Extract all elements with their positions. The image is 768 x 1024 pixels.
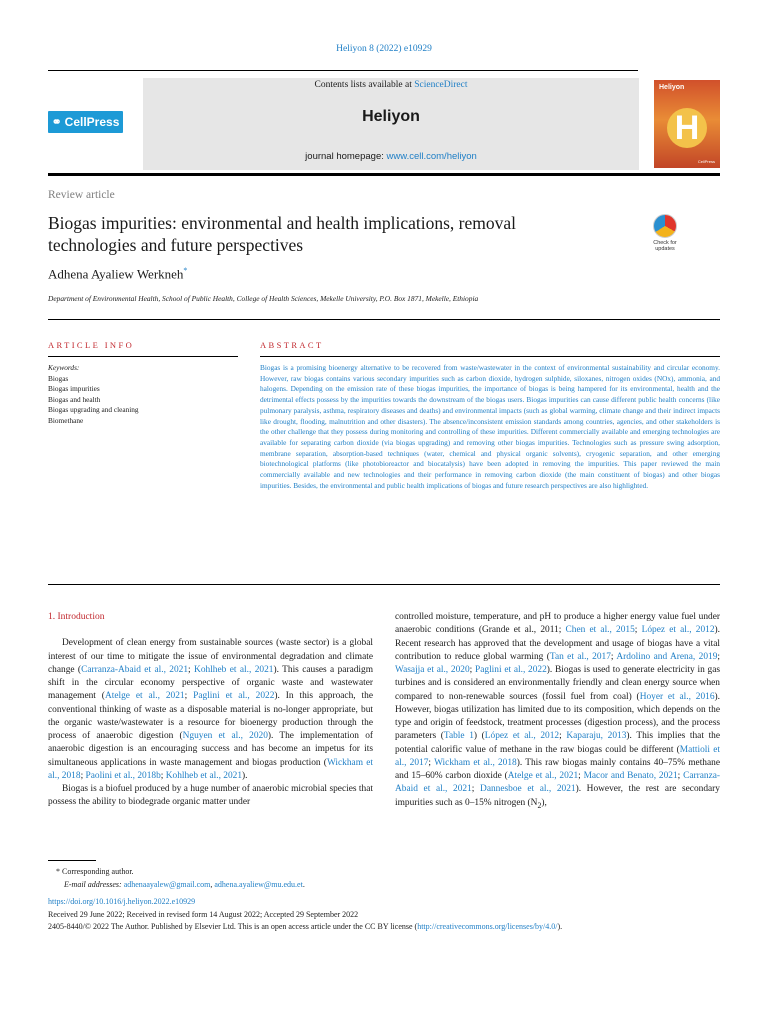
text-run: ; (428, 757, 435, 768)
citation-link[interactable]: Kohlheb et al., 2021 (165, 770, 243, 781)
intro-paragraph-2: Biogas is a biofuel produced by a huge number of anaerobic microbial species that possess the ability to biodegrade organic matter under (48, 784, 373, 808)
license-line (48, 921, 728, 934)
check-label-line2: updates (655, 246, 675, 252)
author-name: Adhena Ayaliew Werkneh (48, 266, 184, 282)
citation-link[interactable]: López et al., 2012 (484, 731, 560, 742)
citation-link[interactable]: Macor and Benato, 2021 (583, 771, 678, 781)
text-run: ). The implementation of anaerobic digestion is an encouraging success and has become an impetus for its simultaneous applications in waste management and biogas production ( (48, 731, 373, 768)
cover-letter: H (674, 109, 700, 147)
footnote-rule (48, 860, 96, 861)
citation-link[interactable]: Nguyen et al., 2020 (182, 731, 268, 741)
citation-link[interactable]: Atelge et al., 2021 (507, 771, 579, 781)
text-run: ; (634, 625, 642, 636)
check-for-updates-badge[interactable] (645, 214, 685, 256)
text-run: ; (469, 665, 476, 675)
text-run: ; (471, 784, 481, 795)
header-rule (48, 70, 638, 71)
email-line (56, 878, 716, 891)
text-run: ; (559, 731, 567, 742)
citation-link[interactable]: Carranza-Abaid et al., 2021 (395, 771, 721, 795)
footnote-mark: * (56, 867, 60, 876)
affiliation: Department of Environmental Health, School of Public Health, College of Health Sciences, Mekelle University, P.O. Box 1871, Mekelle, Ethiopia (48, 294, 479, 303)
section-rule (48, 319, 720, 320)
abstract-text: Biogas is a promising bioenergy alternative to be recovered from waste/wastewater in the context of environmental sustainability and circular economy. However, raw biogas contains various secondary impurities such as carbon dioxide, hydrogen sulphide, siloxanes, nitrogen oxides (NOx), ammonia, and halogens. Depending on the emission rate of these biogas impurities, the importance of biogas is being hampered for its environmental, health and the detrimental effects possess by the impurities towards the downstream of the biogas users. Biogas impurities can cause different public health concerns (like pulmonary paralysis, asthma, respiratory diseases and deaths) and environmental impacts (such as global warming, climate change and their indirect impacts like drought, flooding, malnutrition and other disasters). The absence/inconsistent emission standards among countries, agencies, and other stakeholders is the other challenge that they possess during monitoring and controlling of these impurities. Different commercially available and emerging technologies are available for separating carbon dioxide (via biogas upgrading) and removing other biogas impurities. Technologies such as pressure swing adsorption, membrane separation, absorption-based techniques (water, chemical and physical organic solvents), cryogenic separation, and other emerging biotechnological platforms (like photobioreactor and biocatalysis) have been adopted in removing the impurities. This paper reviewed the main commercially available and new technologies and their performance in removing carbon dioxide (the main constituent of biogas) and other biogas impurities. Besides, the environmental and public health implications of biogas and future research perspectives are also highlighted. (260, 363, 720, 490)
text-run: ; (184, 691, 194, 702)
article-info-heading: ARTICLE INFO (48, 340, 135, 350)
citation-link[interactable]: Paglini et al., 2022 (475, 665, 547, 675)
keywords-label: Keywords: (48, 363, 80, 372)
check-for-updates-label (645, 240, 685, 252)
license-link[interactable]: http://creativecommons.org/licenses/by/4.0/ (417, 922, 558, 931)
license-end: ). (557, 922, 563, 931)
text-run: ). This causes a paradigm shift in the circular economy perspective of organic waste and wastewater management ( (48, 664, 374, 702)
cellpress-logo-text: CellPress (64, 115, 120, 129)
text-run: ). Biogas is used to generate electricity in gas turbines and is considered an environmentally friendly and clean energy source when compared to non-renewable sources (fossil fuel from coal) ( (395, 665, 721, 702)
email-link[interactable]: adhena.ayaliew@mu.edu.et (214, 880, 303, 889)
table-link[interactable]: Table 1 (443, 731, 474, 742)
journal-name: Heliyon (362, 108, 420, 125)
abstract-heading: ABSTRACT (260, 340, 324, 350)
text-run: ; (610, 651, 617, 662)
homepage-prefix: journal homepage: (305, 151, 387, 162)
journal-citation-link[interactable]: Heliyon 8 (2022) e10929 (336, 44, 432, 54)
email-end: . (302, 880, 305, 889)
intro-paragraph-2-continued (395, 611, 720, 812)
article-metadata (48, 896, 728, 934)
text-run: ; (717, 651, 720, 662)
citation-link[interactable]: Kohlheb et al., 2021 (194, 664, 274, 675)
license-text: 2405-8440/© 2022 The Author. Published by Elsevier Ltd. This is an open access article under the CC BY license ( (48, 922, 418, 931)
text-run: ; (677, 771, 684, 781)
abstract-rule (260, 356, 720, 357)
citation-link[interactable]: Ardolino and Arena, 2019 (616, 651, 718, 662)
keyword-item: Biogas and health (48, 394, 101, 404)
keyword-item: Biomethane (48, 415, 84, 425)
citation-link[interactable]: Paglini et al., 2022 (193, 691, 275, 702)
check-label-line1: Check for (653, 240, 677, 246)
text-run: ). This raw biogas mainly contains 40–75% methane and 15–60% carbon dioxide ( (395, 757, 720, 781)
article-info-rule (48, 356, 238, 357)
citation-link[interactable]: Wickham et al., 2018 (48, 757, 374, 781)
footnote (56, 865, 716, 891)
text-run: ; (80, 770, 86, 781)
text-run: ). Recent research has approved that the development and usage of biogas have a vital contribution to reduce global warming ( (395, 625, 720, 662)
header-thick-rule (48, 173, 720, 176)
cellpress-link-icon: ⚭ (51, 115, 62, 129)
body-column-right (395, 611, 720, 812)
check-for-updates-icon (653, 214, 677, 238)
doi-link[interactable]: https://doi.org/10.1016/j.heliyon.2022.e10929 (48, 897, 196, 906)
journal-cover-image[interactable] (654, 80, 720, 168)
corresponding-label: Corresponding author. (62, 867, 134, 876)
intro-paragraph-1 (48, 637, 373, 783)
citation-link[interactable]: Wasajja et al., 2020 (395, 665, 470, 675)
citation-link[interactable]: Atelge et al., 2021 (104, 691, 185, 702)
citation-link[interactable]: Chen et al., 2015 (565, 625, 635, 636)
body-column-left (48, 611, 373, 810)
email-label: E-mail addresses: (64, 880, 122, 889)
citation-link[interactable]: Dannesboe et al., 2021 (480, 784, 576, 795)
corresponding-author-note (56, 865, 716, 878)
text-run: ), (541, 797, 547, 808)
citation-link[interactable]: Carranza-Abaid et al., 2021 (81, 664, 189, 675)
text-run: ; (160, 770, 166, 781)
citation-link[interactable]: Kaparaju, 2013 (566, 731, 627, 742)
text-run: controlled moisture, temperature, and pH to produce a higher energy value fuel under anaerobic conditions (Grande et al., 2011; (395, 612, 720, 636)
email-link[interactable]: adhenaayalew@gmail.com (123, 880, 211, 889)
article-type: Review article (48, 189, 115, 201)
citation-link[interactable]: Hoyer et al., 2016 (639, 691, 715, 702)
keywords-block (48, 363, 238, 427)
keyword-item: Biogas (48, 373, 69, 383)
text-run: ) ( (473, 731, 485, 742)
subscript: 2 (537, 800, 542, 810)
section-rule (48, 584, 720, 585)
author-line (48, 266, 187, 282)
text-run: ). (242, 770, 248, 781)
introduction-heading: 1. Introduction (48, 612, 105, 622)
keyword-item: Biogas impurities (48, 384, 100, 394)
text-run: ; (578, 771, 584, 781)
corresponding-author-mark[interactable]: * (183, 266, 188, 275)
contents-prefix: Contents lists available at (314, 80, 415, 90)
citation-link[interactable]: López et al., 2012 (641, 625, 715, 636)
homepage-link[interactable]: www.cell.com/heliyon (386, 151, 477, 162)
text-run: ). However, biogas utilization has limited due to its composition, which depends on the type and origin of feedstock, treatment processes (digestion process), and the process parameters ( (395, 691, 720, 742)
citation-link[interactable]: Paolini et al., 2018b (85, 770, 161, 781)
text-run: ). However, the rest are secondary impurities such as 0–15% nitrogen (N (395, 784, 720, 808)
citation-link[interactable]: Mattioli et al., 2017 (395, 744, 720, 768)
cellpress-logo[interactable] (48, 111, 123, 133)
text-run: Development of clean energy from sustainable sources (waste sector) is a global interest of our time to mitigate the issue of environmental degradation and climate change ( (48, 638, 373, 675)
sciencedirect-link[interactable]: ScienceDirect (414, 80, 468, 90)
keyword-item: Biogas upgrading and cleaning (48, 405, 139, 415)
citation-link[interactable]: Wickham et al., 2018 (434, 757, 517, 768)
email-separator: , (210, 880, 215, 889)
homepage-line (143, 151, 639, 162)
citation-link[interactable]: Tan et al., 2017 (549, 651, 611, 662)
text-run: ). This implies that the potential calorific value of methane in the raw biogas could be different ( (395, 731, 721, 755)
cover-title: Heliyon (659, 84, 685, 91)
cover-footer: CellPress (697, 159, 715, 164)
text-run: ). In this approach, the conventional thinking of waste as a disposable material is no-longer appropriate, but the organic waste/wastewater is a resource for bioenergy production through the process of anaerobic digestion ( (48, 691, 373, 741)
contents-line (143, 80, 639, 90)
received-dates: Received 29 June 2022; Received in revised form 14 August 2022; Accepted 29 September 2022 (48, 909, 359, 919)
article-title: Biogas impurities: environmental and health implications, removal technologies and future perspectives (48, 213, 517, 255)
text-run: ; (188, 664, 195, 675)
